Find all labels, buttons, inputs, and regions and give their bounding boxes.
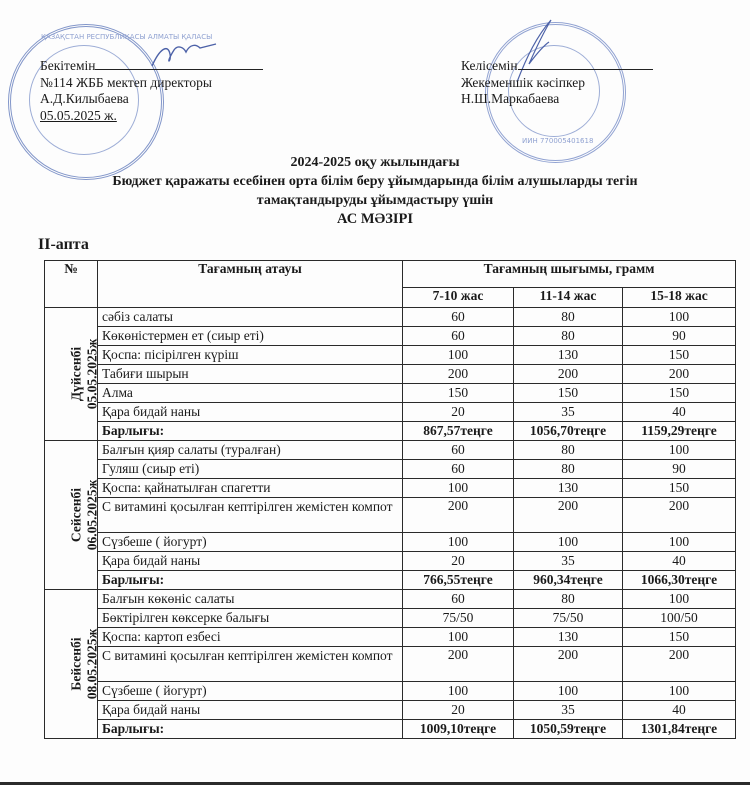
dish-name: Қоспа: қайнатылған спагетти [98, 479, 403, 498]
day-date: 05.05.2025ж [84, 338, 100, 410]
header-dish-name: Тағамның атауы [98, 261, 403, 308]
yield-7-10: 20 [403, 552, 514, 571]
table-row [45, 403, 736, 422]
table-row [45, 441, 736, 460]
day-label [68, 629, 100, 700]
yield-7-10: 20 [403, 403, 514, 422]
total-7-10: 867,57теңге [403, 422, 514, 441]
yield-11-14: 35 [514, 403, 623, 422]
yield-11-14: 100 [514, 533, 623, 552]
total-15-18: 1301,84теңге [623, 720, 736, 739]
yield-15-18: 100 [623, 533, 736, 552]
yield-15-18: 150 [623, 384, 736, 403]
dish-name: Алма [98, 384, 403, 403]
yield-7-10: 200 [403, 647, 514, 682]
yield-15-18: 150 [623, 346, 736, 365]
yield-7-10: 100 [403, 533, 514, 552]
header-yield: Тағамның шығымы, грамм [403, 261, 736, 288]
yield-11-14: 80 [514, 460, 623, 479]
header-age-7-10: 7-10 жас [403, 288, 514, 308]
total-row [45, 571, 736, 590]
yield-11-14: 200 [514, 647, 623, 682]
total-15-18: 1066,30теңге [623, 571, 736, 590]
table-row [45, 460, 736, 479]
total-label: Барлығы: [98, 720, 403, 739]
table-row [45, 701, 736, 720]
total-11-14: 1050,59теңге [514, 720, 623, 739]
yield-11-14: 35 [514, 701, 623, 720]
table-row [45, 682, 736, 701]
title-menu: АС МӘЗІРІ [336, 211, 414, 227]
signature-line [518, 69, 653, 70]
approver-position: Жекеменшік кәсіпкер [461, 74, 585, 90]
table-row [45, 384, 736, 403]
header-row [45, 261, 736, 288]
table-row [45, 308, 736, 327]
yield-7-10: 60 [403, 327, 514, 346]
table-row [45, 346, 736, 365]
yield-15-18: 100 [623, 590, 736, 609]
approver-name: А.Д.Килыбаева [40, 91, 129, 106]
dish-name: Балғын қияр салаты (туралған) [98, 441, 403, 460]
table-row [45, 327, 736, 346]
day-name: Дүйсенбі [68, 346, 84, 402]
table-row [45, 628, 736, 647]
day-label [68, 480, 100, 551]
table-row [45, 552, 736, 571]
total-label: Барлығы: [98, 571, 403, 590]
day-cell-monday [45, 308, 98, 441]
yield-15-18: 100/50 [623, 609, 736, 628]
yield-15-18: 90 [623, 460, 736, 479]
dish-name: Балғын көкөніс салаты [98, 590, 403, 609]
yield-15-18: 40 [623, 701, 736, 720]
total-row [45, 422, 736, 441]
yield-15-18: 40 [623, 403, 736, 422]
stamp-text: ИИН 770005401618 [522, 137, 594, 145]
yield-11-14: 130 [514, 628, 623, 647]
menu-table [44, 260, 736, 739]
dish-name: Қоспа: пісірілген күріш [98, 346, 403, 365]
dish-name: Көкөністермен ет (сиыр еті) [98, 327, 403, 346]
dish-name: С витамині қосылған кептірілген жемістен компот [98, 647, 403, 682]
total-11-14: 960,34теңге [514, 571, 623, 590]
yield-15-18: 200 [623, 498, 736, 533]
dish-name: сәбіз салаты [98, 308, 403, 327]
total-7-10: 766,55теңге [403, 571, 514, 590]
yield-7-10: 100 [403, 346, 514, 365]
yield-7-10: 60 [403, 590, 514, 609]
table-row [45, 590, 736, 609]
day-date: 06.05.2025ж [84, 479, 100, 551]
yield-11-14: 80 [514, 327, 623, 346]
yield-11-14: 80 [514, 590, 623, 609]
yield-11-14: 80 [514, 308, 623, 327]
day-date: 08.05.2025ж [84, 628, 100, 700]
day-name: Сейсенбі [68, 487, 84, 543]
yield-15-18: 100 [623, 308, 736, 327]
table-row [45, 498, 736, 533]
yield-15-18: 200 [623, 647, 736, 682]
title-line-2: Бюджет қаражаты есебінен орта білім беру ұйымдарында білім алушыларды тегін [112, 174, 638, 189]
dish-name: Бөктірілген көксерке балығы [98, 609, 403, 628]
table-row [45, 533, 736, 552]
title-year: 2024-2025 оқу жылындағы [290, 155, 460, 170]
dish-name: Гуляш (сиыр еті) [98, 460, 403, 479]
yield-11-14: 75/50 [514, 609, 623, 628]
yield-15-18: 150 [623, 479, 736, 498]
yield-11-14: 100 [514, 682, 623, 701]
yield-11-14: 80 [514, 441, 623, 460]
day-name: Бейсенбі [68, 637, 84, 691]
dish-name: Қара бидай наны [98, 552, 403, 571]
day-cell-thursday [45, 590, 98, 739]
total-15-18: 1159,29теңге [623, 422, 736, 441]
document-title [0, 153, 750, 229]
day-label [68, 339, 100, 410]
approval-block-right [461, 58, 653, 108]
yield-11-14: 130 [514, 346, 623, 365]
yield-7-10: 100 [403, 628, 514, 647]
table-row [45, 365, 736, 384]
yield-15-18: 100 [623, 682, 736, 701]
total-7-10: 1009,10теңге [403, 720, 514, 739]
yield-7-10: 100 [403, 479, 514, 498]
yield-15-18: 150 [623, 628, 736, 647]
table-row [45, 647, 736, 682]
approval-label: Бекітемін [40, 58, 96, 73]
yield-7-10: 150 [403, 384, 514, 403]
yield-7-10: 200 [403, 498, 514, 533]
yield-7-10: 60 [403, 308, 514, 327]
yield-11-14: 150 [514, 384, 623, 403]
approver-name: Н.Ш.Маркабаева [461, 91, 560, 106]
header-age-15-18: 15-18 жас [623, 288, 736, 308]
signature-line [95, 69, 263, 70]
total-row [45, 720, 736, 739]
dish-name: Қоспа: картоп езбесі [98, 628, 403, 647]
dish-name: Қара бидай наны [98, 403, 403, 422]
dish-name: Сүзбеше ( йогурт) [98, 682, 403, 701]
total-label: Барлығы: [98, 422, 403, 441]
dish-name: Сүзбеше ( йогурт) [98, 533, 403, 552]
dish-name: Табиғи шырын [98, 365, 403, 384]
week-label: ІІ-апта [38, 236, 89, 253]
approver-position: №114 ЖББ мектеп директоры [40, 74, 212, 90]
dish-name: С витамині қосылған кептірілген жемістен компот [98, 498, 403, 533]
table-row [45, 609, 736, 628]
stamp-text: ҚАЗАҚСТАН РЕСПУБЛИКАСЫ АЛМАТЫ ҚАЛАСЫ [41, 33, 213, 41]
approval-block-left [40, 58, 263, 124]
total-11-14: 1056,70теңге [514, 422, 623, 441]
yield-7-10: 100 [403, 682, 514, 701]
yield-11-14: 200 [514, 498, 623, 533]
yield-7-10: 200 [403, 365, 514, 384]
yield-11-14: 200 [514, 365, 623, 384]
yield-7-10: 60 [403, 441, 514, 460]
day-cell-tuesday [45, 441, 98, 590]
yield-7-10: 60 [403, 460, 514, 479]
table-row [45, 479, 736, 498]
yield-15-18: 90 [623, 327, 736, 346]
approval-label: Келісемін [461, 58, 518, 73]
yield-15-18: 100 [623, 441, 736, 460]
header-age-11-14: 11-14 жас [514, 288, 623, 308]
yield-15-18: 200 [623, 365, 736, 384]
dish-name: Қара бидай наны [98, 701, 403, 720]
yield-15-18: 40 [623, 552, 736, 571]
approval-date: 05.05.2025 ж. [40, 107, 117, 123]
yield-11-14: 130 [514, 479, 623, 498]
yield-7-10: 20 [403, 701, 514, 720]
title-line-3: тамақтандыруды ұйымдастыру үшін [256, 193, 494, 208]
header-number: № [45, 261, 98, 308]
yield-11-14: 35 [514, 552, 623, 571]
yield-7-10: 75/50 [403, 609, 514, 628]
